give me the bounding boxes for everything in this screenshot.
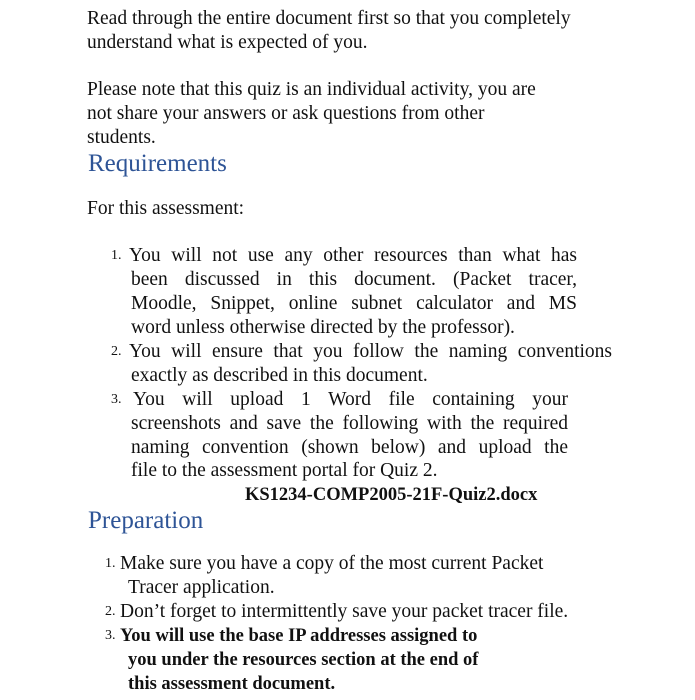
preparation-1-line-1: Make sure you have a copy of the most current Packet [120, 553, 544, 574]
preparation-2-number: 2. [105, 604, 116, 619]
required-filename: KS1234-COMP2005-21F-Quiz2.docx [245, 485, 538, 505]
preparation-3-line-1: You will use the base IP addresses assigned to [120, 626, 478, 646]
requirement-3-line-1: You will upload 1 Word file containing your [133, 389, 568, 410]
requirement-2-line-2: exactly as described in this document. [131, 365, 428, 386]
requirement-3-line-2: screenshots and save the following with the required [131, 413, 568, 434]
preparation-3-line-3: this assessment document. [128, 674, 336, 694]
requirement-3-line-3: naming convention (shown below) and upload the [131, 437, 568, 458]
requirement-1-line-2: been discussed in this document. (Packet tracer, [131, 269, 577, 290]
preparation-heading: Preparation [88, 507, 204, 534]
preparation-3-line-2: you under the resources section at the end of [128, 650, 479, 670]
preparation-3-number: 3. [105, 628, 116, 643]
requirements-lead: For this assessment: [87, 198, 245, 219]
note-line-2: not share your answers or ask questions from other [87, 103, 485, 124]
note-line-1: Please note that this quiz is an individual activity, you are [87, 79, 536, 100]
requirements-heading: Requirements [88, 150, 227, 177]
requirement-1-line-3: Moodle, Snippet, online subnet calculator and MS [131, 293, 577, 314]
requirement-1-line-4: word unless otherwise directed by the professor). [131, 317, 515, 338]
preparation-1-number: 1. [105, 556, 116, 571]
intro-line-2: understand what is expected of you. [87, 32, 368, 53]
requirement-3-number: 3. [111, 392, 122, 407]
note-line-3: students. [87, 127, 156, 148]
preparation-2-line-1: Don’t forget to intermittently save your packet tracer file. [120, 601, 569, 622]
requirement-1-line-1: You will not use any other resources than what has [129, 245, 577, 266]
intro-line-1: Read through the entire document first so that you completely [87, 8, 571, 29]
requirement-1-number: 1. [111, 248, 122, 263]
requirement-3-line-4: file to the assessment portal for Quiz 2. [131, 460, 438, 481]
preparation-1-line-2: Tracer application. [128, 577, 275, 598]
requirement-2-line-1: You will ensure that you follow the naming conventions [129, 341, 612, 362]
requirement-2-number: 2. [111, 344, 122, 359]
